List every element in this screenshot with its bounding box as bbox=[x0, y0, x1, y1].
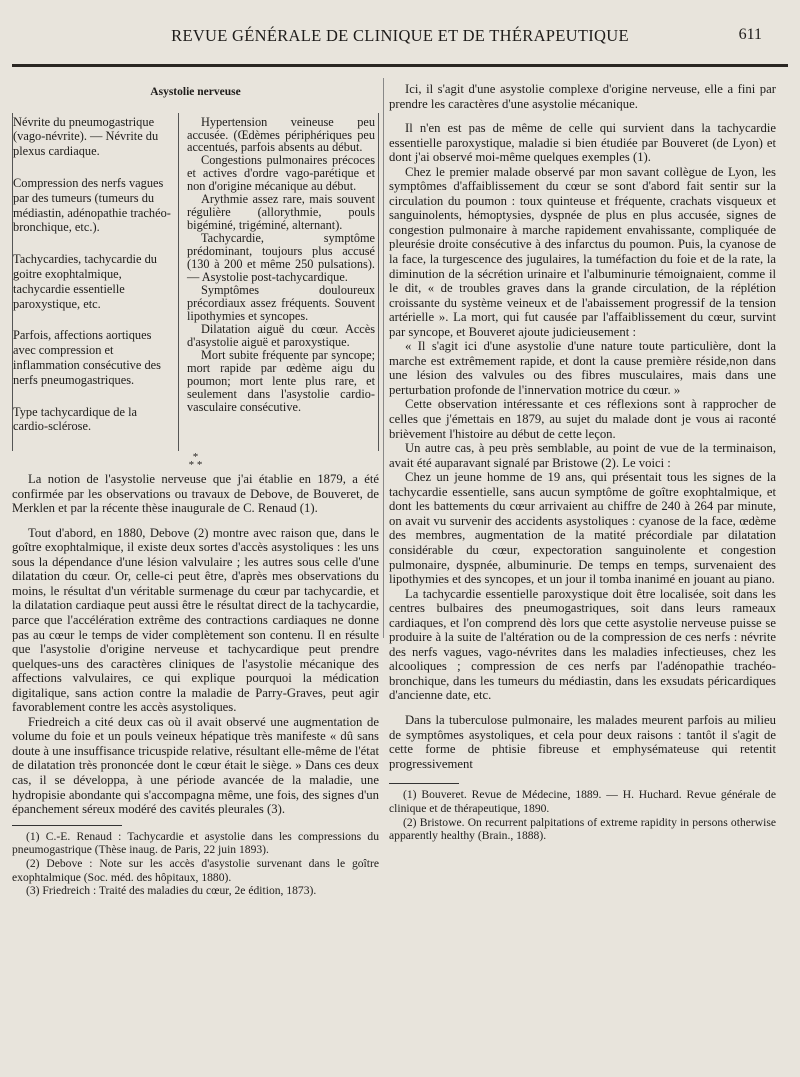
footnote-rule bbox=[12, 825, 122, 826]
footnote: (1) C.-E. Renaud : Tachycardie et asystolie dans les compressions du pneumogastrique (Thèse inaug. de Paris, 22 juin 1893). bbox=[12, 829, 379, 857]
table-column-symptoms bbox=[178, 113, 378, 452]
paragraph: Friedreich a cité deux cas où il avait observé une augmentation de volume du foie et un pouls veineux hépatique très manifeste « dû sans doute à une insuffisance tricuspide relative, résultant elle-même de l'état de dilatation très prononcée dont le cœur était le siège. » Dans ces deux cas, il se développa, à une période avancée de la maladie, une hydropisie abondante qui s'accompagna même, une fois, des signes d'un épanchement séreux modéré des cavités pleurales (3). bbox=[12, 714, 379, 817]
table-cell: Congestions pulmonaires précoces et actives d'ordre vago-parétique et non d'origine mécanique au début. bbox=[187, 153, 375, 194]
table-cell: Tachycardie, symptôme prédominant, toujours plus accusé (130 à 200 et même 250 pulsations). — Asystolie post-tachycardique. bbox=[187, 231, 375, 284]
comparison-table bbox=[12, 113, 379, 452]
column-divider bbox=[383, 78, 384, 638]
running-title: REVUE GÉNÉRALE DE CLINIQUE ET DE THÉRAPEUTIQUE bbox=[171, 26, 629, 45]
table-cell: Dilatation aiguë du cœur. Accès d'asystolie aiguë et paroxystique. bbox=[187, 321, 375, 349]
paragraph: La notion de l'asystolie nerveuse que j'ai établie en 1879, a été confirmée par les observations ou travaux de Debove, de Bouveret, de Merklen et par la récente thèse inaugurale de C. Renaud (1). bbox=[12, 472, 379, 516]
section-title: Asystolie nerveuse bbox=[150, 86, 241, 98]
left-column bbox=[12, 85, 379, 898]
paragraph: « Il s'agit ici d'une asystolie d'une nature toute particulière, dont la marche est extrêmement rapide, et dont la cause première réside,non dans une lésion des valvules ou des fibres musculaires, mais dans une perturbation profonde de l'innervation motrice du cœur. » bbox=[389, 339, 776, 397]
header-rule bbox=[12, 64, 788, 67]
table-cell: Tachycardies, tachycardie du goitre exophtalmique, tachycardie essentielle paroxystique, etc. bbox=[13, 252, 157, 311]
paragraph: Chez un jeune homme de 19 ans, qui présentait tous les signes de la tachycardie essentielle, sans aucun symptôme de goître exophtalmique, et dont les battements du cœur arrivaient au chiffre de 240 à 264 par minute, on avait vu survenir des accidents asystoliques : cyanose de la face, œdème des membres, augmentation de la matité précordiale par dilatation considérable du cœur, expectoration sanguinolente et congestion pulmonaire, dyspnée, albuminurie. De temps en temps, survenaient des lipothymies et des syncopes, et un jour il tomba inanimé en jouant au piano. bbox=[389, 470, 776, 587]
table-cell: Névrite du pneumogastrique (vago-névrite). — Névrite du plexus cardiaque. bbox=[13, 114, 159, 159]
footnote: (3) Friedreich : Traité des maladies du cœur, 2e édition, 1873). bbox=[26, 884, 317, 898]
footnote-rule bbox=[389, 783, 459, 784]
table-cell: Parfois, affections aortiques avec compression et inflammation consécutive des nerfs pneumogastriques. bbox=[13, 328, 161, 387]
right-column bbox=[389, 82, 776, 843]
table-cell: Type tachycardique de la cardio-sclérose. bbox=[13, 404, 138, 434]
table-cell: Hypertension veineuse peu accusée. (Œdèmes périphériques peu accentués, parfois absents au début. bbox=[187, 114, 375, 155]
page-number: 611 bbox=[738, 26, 762, 43]
left-footnotes bbox=[12, 830, 379, 899]
footnote: (2) Bristowe. On recurrent palpitations of extreme rapidity in persons otherwise apparently healthy (Brain., 1888). bbox=[389, 815, 776, 843]
paragraph: Dans la tuberculose pulmonaire, les malades meurent parfois au milieu de symptômes asystoliques, et cela pour deux raisons : tantôt il s'agit de cette forme de phtisie fibreuse et emphysémateuse qui retentit progressivement bbox=[389, 712, 776, 771]
paragraph: Chez le premier malade observé par mon savant collègue de Lyon, les symptômes d'affaiblissement du cœur se sont d'abord fait sentir sur la circulation du poumon : toux quinteuse et fréquente, crachats visqueux et sanguinolents, hémoptysies, dyspnée de plus en plus accusée, signes de congestion pulmonaire à marche rapidement envahissante, compliquée de pleurésie droite consécutive à des infarctus du poumon. Puis, la cyanose de la face, la turgescence des jugulaires, la tuméfaction du foie et de la rate, la diminution de la sécrétion urinaire et l'albuminurie témoignaient, comme il le dit, « de troubles graves dans la grande circulation, de la réplétion croissante du système veineux et de l'abaissement progressif de la tension artérielle ». La mort, qui fut causée par l'affaiblissement du cœur, survint par syncope, et Bouveret ajoute judicieusement : bbox=[389, 164, 776, 339]
left-body bbox=[12, 472, 379, 817]
paragraph: Tout d'abord, en 1880, Debove (2) montre avec raison que, dans le goître exophtalmique, il existe deux sortes d'accès asystoliques : les uns sous la dépendance d'une lésion valvulaire ; les autres sous celle d'une dilatation du cœur. Or, celle-ci peut être, d'après mes observations du moins, le résultat d'un véritable surmenage du cœur par tachycardie, et la dilatation cardiaque peut aussi être le résultat direct de la tachycardie, parce que l'accélération extrême des contractions cardiaques ne donne pas au cœur le temps de vider complètement son contenu. Il en résulte que l'asystolie d'origine nerveuse et tachycardique peut prendre quelques-uns des caractères cliniques de l'asystolie mécanique des affections valvulaires, ce qui explique pourquoi la médication digitalique, sans action contre la maladie de Parry-Graves, peut agir favorablement contre les accès asystoliques. bbox=[12, 525, 379, 715]
table-cell: Symptômes douloureux précordiaux assez fréquents. Souvent lipothymies et syncopes. bbox=[187, 282, 375, 323]
paragraph: Cette observation intéressante et ces réflexions sont à rapprocher de celles que j'émettais en 1879, au sujet du malade dont je vous ai raconté brièvement l'histoire au début de cette leçon. bbox=[389, 397, 776, 441]
paragraph: Un autre cas, à peu près semblable, au point de vue de la terminaison, avait été auparavant signalé par Bristowe (2). Le voici : bbox=[389, 441, 776, 470]
paragraph: Il n'en est pas de même de celle qui survient dans la tachycardie essentielle paroxystique, maladie si bien étudiée par Bouveret (de Lyon) et dont j'ai observé moi-même quelques exemples (1). bbox=[389, 121, 776, 165]
footnote: (1) Bouveret. Revue de Médecine, 1889. — H. Huchard. Revue générale de clinique et de thérapeutique, 1890. bbox=[389, 788, 776, 815]
right-footnotes bbox=[389, 788, 776, 843]
right-body bbox=[389, 82, 776, 771]
table-cell: Mort subite fréquente par syncope; mort rapide par œdème aigu du poumon; mort lente plus rare, et seulement dans l'asystolie cardio-vasculaire consécutive. bbox=[187, 347, 375, 414]
section-separator-stars: * * * bbox=[188, 451, 203, 472]
page-header bbox=[10, 26, 790, 52]
table-cell: Arythmie assez rare, mais souvent régulière (allorythmie, pouls bigéminé, trigéminé, alternant). bbox=[187, 192, 375, 233]
table-cell: Compression des nerfs vagues par des tumeurs (tumeurs du médiastin, adénopathie trachéo-bronchique, etc.). bbox=[13, 175, 171, 235]
paragraph: Ici, il s'agit d'une asystolie complexe d'origine nerveuse, elle a fini par prendre les caractères d'une asystolie mécanique. bbox=[389, 82, 776, 111]
footnote: (2) Debove : Note sur les accès d'asystolie survenant dans le goître exophtalmique (Soc. méd. des hôpitaux, 1880). bbox=[12, 857, 379, 884]
paragraph: La tachycardie essentielle paroxystique doit être localisée, soit dans les centres bulbaires des pneumogastriques, soit dans leurs rameaux cardiaques, et l'on comprend dès lors que cette asystolie nerveuse puisse se produire à la suite de l'altération ou de la compression de ces nerfs : névrite des nerfs vagues, vago-névrites dans les maladies infectieuses, chez les alcooliques ; compression de ces nerfs par l'adénopathie trachéo-bronchique, dans les tumeurs du médiastin, dans les exsudats péricardiques d'ancienne date, etc. bbox=[389, 586, 776, 703]
table-column-causes bbox=[13, 113, 178, 452]
